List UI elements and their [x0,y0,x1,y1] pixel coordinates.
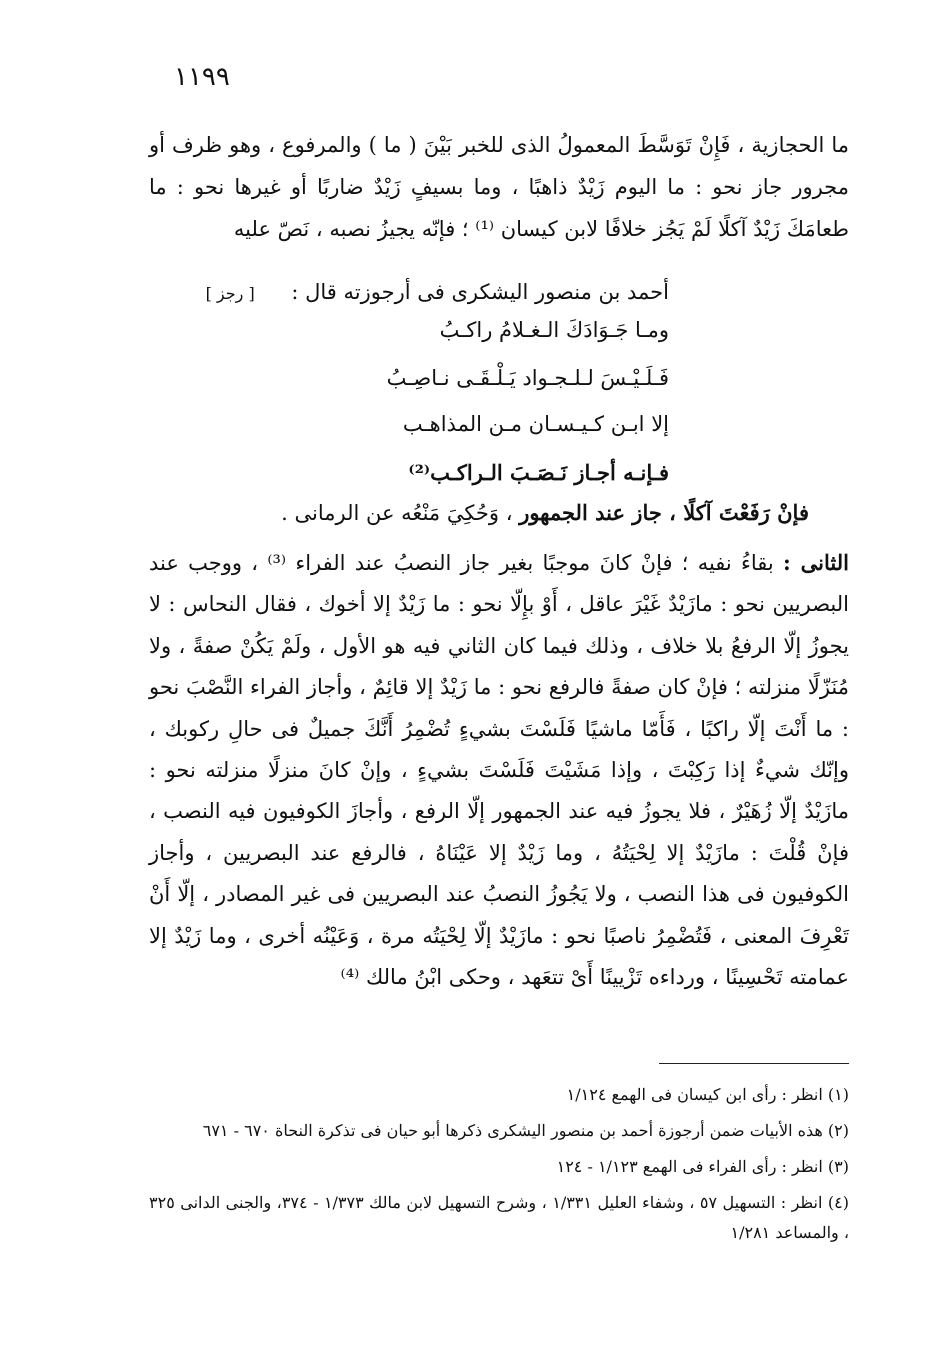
verse-3: إلا ابـن كـيـسـان مـن المذاهـب [402,412,669,436]
poem-intro-text: أحمد بن منصور اليشكرى فى أرجوزته قال : [291,280,669,304]
body-paragraph-1 [149,124,849,251]
after-poem-rest: ، وَحُكِيَ مَنْعُه عن الرمانى . [281,501,513,525]
verse-1: ومـا جَـوَادَكَ الـغـلامُ راكـبُ [439,318,669,342]
footnote-3: (٣) انظر : رأى الفراء فى الهمع ١/١٢٣ - ١٢٤ [556,1157,849,1176]
page-number: ١١٩٩ [174,62,230,92]
section-two-text: بقاءُ نفيه ؛ فإنْ كانَ موجبًا بغير جاز النصبُ عند الفراء ⁽³⁾ ، ووجب عند البصريين نحو : مازَيْدٌ غَيْرَ عاقل ، أَوْ بإِلّا نحو : ما زَيْدٌ إلا أخوك ، فقال النحاس : لا يجوزُ إلّا الرفعُ بلا خلاف ، وذلك فيما كان الثاني فيه هو الأول ، ولَمْ يَكُنْ صفةً ، ولا مُنَزّلًا منزلته ؛ فإنْ كان صفةً فالرفع نحو : ما زَيْدٌ إلا قائِمٌ ، وأجاز الفراء النَّصْبَ نحو : ما أَنْتَ إلّا راكبًا ، فَأَمّا ماشيًا فَلَسْتَ بشيءٍ تُضْمِرُ أَنَّكَ جميلٌ فى حالِ ركوبك ، وإنّك شيءٌ إذا رَكِبْتَ ، وإذا مَشَيْتَ فَلَسْتَ بشيءٍ ، وإنْ كانَ منزلًا منزلته نحو : مازَيْدٌ إلّا زُهَيْرٌ ، فلا يجوزُ فيه عند الجمهور إلّا الرفع ، وأجازَ الكوفيون فيه النصب ، فإنْ قُلْتَ : مازَيْدٌ إلا لِحْيَتُهُ ، وما زَيْدٌ إلا عَيْنَاهُ ، فالرفع عند البصريين ، وأجاز الكوفيون فى هذا النصب ، ولا يَجُوزُ النصبُ عند البصريين فى غير المصادر ، إلّا أَنْ تَعْرِفَ المعنى ، فَتُضْمِرُ ناصبًا نحو : مازَيْدٌ إلّا لِحْيَتُه مرة ، وَعَيْنُه أخرى ، وما زَيْدٌ إلا عمامته تَحْسِينًا ، ورداءه تَزْيينًا أَىْ تتعَهد ، وحكى ابْنُ مالك ⁽⁴⁾ [149,551,849,990]
footnotes [149,1080,849,1254]
footnote-2: (٢) هذه الأبيات ضمن أرجوزة أحمد بن منصور اليشكرى ذكرها أبو حيان فى تذكرة النحاة ٦٧٠ - ٦٧١ [202,1121,849,1140]
after-poem-bold: فإنْ رَفَعْتَ آكلًا ، جاز عند الجمهور [519,500,809,525]
paragraph-1-text: ما الحجازية ، فَإِنْ تَوَسَّطَ المعمولُ الذى للخبر بَيْنَ ( ما ) والمرفوع ، وهو ظرف أو مجرور جاز نحو : ما اليوم زَيْدٌ ذاهبًا ، وما بسيفٍ زَيْدٌ ضاربًا أو غيرها نحو : ما طعامَكَ زَيْدٌ آكلًا لَمْ يَجُز خلافًا لابن كيسان ⁽¹⁾ ؛ فإنّه يجيزُ نصبه ، نَصّ عليه [149,133,849,242]
footnote-1: (١) انظر : رأى ابن كيسان فى الهمع ١/١٢٤ [566,1085,849,1104]
section-two [149,542,849,998]
footnote-divider [659,1063,849,1064]
section-two-lead: الثانى : [783,550,849,575]
section-two-paragraph [149,542,849,998]
after-poem-line [129,500,809,525]
footnote-4: (٤) انظر : التسهيل ٥٧ ، وشفاء العليل ١/٣٣١ ، وشرح التسهيل لابن مالك ١/٣٧٣ - ٣٧٤، والجنى الدانى ٣٢٥ ، والمساعد ١/٢٨١ [149,1193,850,1242]
verse-2: فَـلَـيْـسَ لـلـجـواد يَـلْـقَـى نـاصِـبُ [386,366,669,390]
poem-intro [0,280,669,304]
meter-tag: [ رجز ] [205,284,255,303]
verse-4: فـإنـه أجـاز نَـصَـبَ الـراكـب⁽²⁾ [408,460,669,485]
